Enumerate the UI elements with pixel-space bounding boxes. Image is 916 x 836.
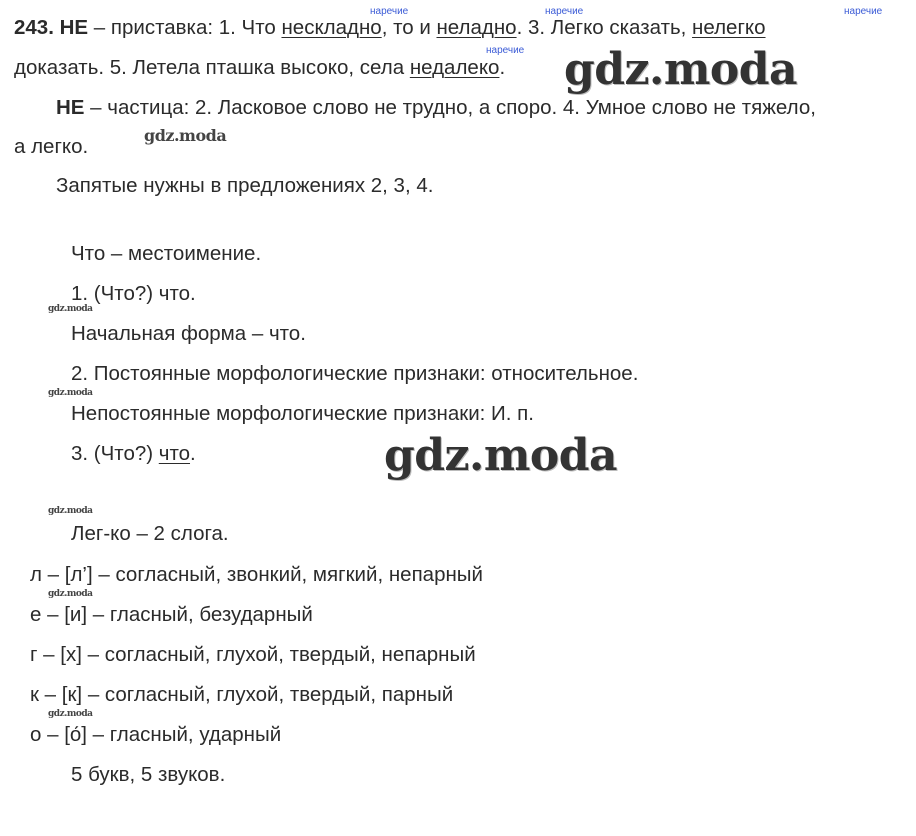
word-2: неладно <box>436 16 517 39</box>
phonetic-row: е – [и] – гласный, безударный <box>30 603 313 626</box>
watermark-logo: gdz.moda <box>48 304 93 314</box>
phonetic-head: Лег-ко – 2 слога. <box>71 522 229 545</box>
watermark-logo: gdz.moda <box>48 589 93 599</box>
particle-text: – частица: 2. Ласковое слово не трудно, а споро. 4. Умное слово не тяжело, <box>84 96 816 119</box>
line1-text-c: . 3. Легко сказать, <box>516 16 693 39</box>
particle-line-cont: а легко. <box>14 135 89 158</box>
exercise-line-1 <box>14 16 766 40</box>
analysis-p3 <box>71 442 196 466</box>
exercise-number: 243. <box>14 16 54 39</box>
word-4: недалеко <box>409 56 500 79</box>
analysis-p1: 1. (Что?) что. <box>71 282 196 305</box>
line1-text-b: , то и <box>381 16 437 39</box>
word-1: нескладно <box>281 16 382 39</box>
watermark-logo: gdz.moda <box>48 388 93 398</box>
note-adverb-3: наречие <box>844 6 883 17</box>
phonetic-row: о – [о́] – гласный, ударный <box>30 723 282 746</box>
line2-text-a: доказать. 5. Летела пташка высоко, села <box>14 56 410 79</box>
watermark-logo: gdz.moda <box>564 44 798 95</box>
watermark-logo: gdz.moda <box>384 430 618 481</box>
line1-text-a: – приставка: 1. Что <box>88 16 282 39</box>
particle-line <box>56 96 816 120</box>
phonetic-row: г – [х] – согласный, глухой, твердый, непарный <box>30 643 476 666</box>
watermark-logo: gdz.moda <box>48 709 93 719</box>
analysis-p3-word: что <box>158 442 191 465</box>
watermark-logo: gdz.moda <box>144 126 227 145</box>
note-adverb-1: наречие <box>370 6 409 17</box>
watermark-logo: gdz.moda <box>48 506 93 516</box>
note-adverb-4: наречие <box>486 45 525 56</box>
prefix-ne-label: НЕ <box>59 16 89 39</box>
phonetic-summary: 5 букв, 5 звуков. <box>71 763 226 786</box>
analysis-p2: 2. Постоянные морфологические признаки: относительное. <box>71 362 639 385</box>
analysis-head: Что – местоимение. <box>71 242 262 265</box>
note-adverb-2: наречие <box>545 6 584 17</box>
line2-text-b: . <box>499 56 506 79</box>
phonetic-row: л – [л’] – согласный, звонкий, мягкий, непарный <box>30 563 483 586</box>
particle-ne-label: НЕ <box>56 96 85 119</box>
phonetic-row: к – [к] – согласный, глухой, твердый, парный <box>30 683 454 706</box>
analysis-p3-c: . <box>190 442 196 465</box>
word-3: нелегко <box>692 16 766 39</box>
analysis-p3-a: 3. (Что?) <box>71 442 159 465</box>
exercise-line-2 <box>14 56 505 80</box>
analysis-p2b: Непостоянные морфологические признаки: И. п. <box>71 402 534 425</box>
analysis-p1b: Начальная форма – что. <box>71 322 306 345</box>
commas-note: Запятые нужны в предложениях 2, 3, 4. <box>56 174 434 197</box>
